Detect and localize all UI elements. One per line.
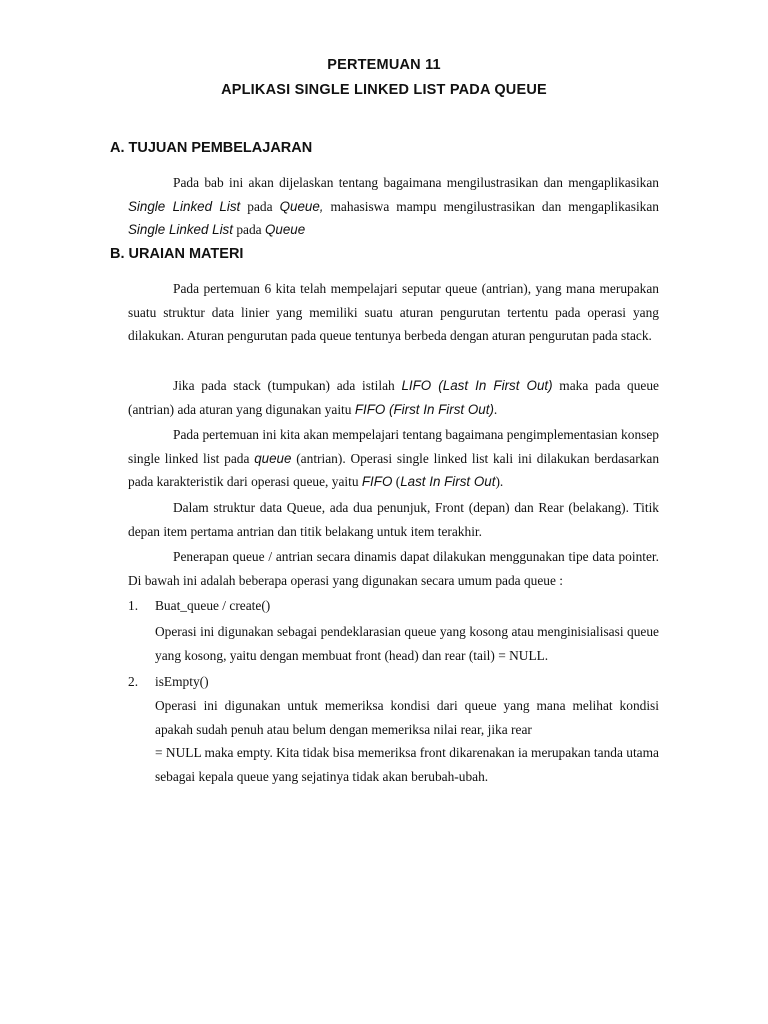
- list-item-2-number: 2.: [128, 674, 139, 689]
- list-item-1-number: 1.: [128, 598, 139, 613]
- section-b-paragraph-2: Jika pada stack (tumpukan) ada istilah LIFO (Last In First Out) maka pada queue (antrian) ada aturan yang digunakan yaitu FIFO (First In First Out).: [128, 378, 659, 417]
- document-title-line2: APLIKASI SINGLE LINKED LIST PADA QUEUE: [221, 82, 547, 98]
- section-a-paragraph: Pada bab ini akan dijelaskan tentang bagaimana mengilustrasikan dan mengaplikasikan Single Linked List pada Queue, mahasiswa mampu mengilustrasikan dan mengaplikasikan Single Linked List pada Queue: [128, 175, 659, 237]
- section-b-paragraph-4: Dalam struktur data Queue, ada dua penunjuk, Front (depan) dan Rear (belakang). Titik depan item pertama antrian dan titik belakang untuk item terakhir.: [128, 500, 659, 539]
- section-b-paragraph-3: Pada pertemuan ini kita akan mempelajari tentang bagaimana pengimplementasian konsep single linked list pada queue (antrian). Operasi single linked list kali ini dilakukan berdasarkan pada karakteristik dari operasi queue, yaitu FIFO (Last In First Out).: [128, 427, 660, 489]
- section-b-heading: B. URAIAN MATERI: [110, 246, 244, 262]
- section-b-paragraph-1: Pada pertemuan 6 kita telah mempelajari seputar queue (antrian), yang mana merupakan suatu struktur data linier yang memiliki suatu aturan pengurutan tertentu pada operasi yang dilakukan. Aturan pengurutan pada queue tentunya berbeda dengan aturan pengurutan pada stack.: [128, 281, 659, 343]
- list-item-1-description: Operasi ini digunakan sebagai pendeklarasian queue yang kosong atau menginisialisasi queue yang kosong, yaitu dengan membuat front (head) dan rear (tail) = NULL.: [155, 624, 659, 663]
- list-item-2-title: isEmpty(): [155, 674, 209, 689]
- list-item-1-title: Buat_queue / create(): [155, 598, 271, 613]
- list-item-2-description-part2: = NULL maka empty. Kita tidak bisa memeriksa front dikarenakan ia merupakan tanda utama sebagai kepala queue yang sejatinya tidak akan berubah-ubah.: [155, 745, 659, 784]
- list-item-2-description-part1: Operasi ini digunakan untuk memeriksa kondisi dari queue yang mana melihat kondisi apakah sudah penuh atau belum dengan memeriksa nilai rear, jika rear: [155, 698, 659, 737]
- section-b-paragraph-5: Penerapan queue / antrian secara dinamis dapat dilakukan menggunakan tipe data pointer. Di bawah ini adalah beberapa operasi yang digunakan secara umum pada queue :: [128, 549, 659, 588]
- document-title-line1: PERTEMUAN 11: [327, 57, 441, 73]
- section-a-heading: A. TUJUAN PEMBELAJARAN: [110, 140, 313, 156]
